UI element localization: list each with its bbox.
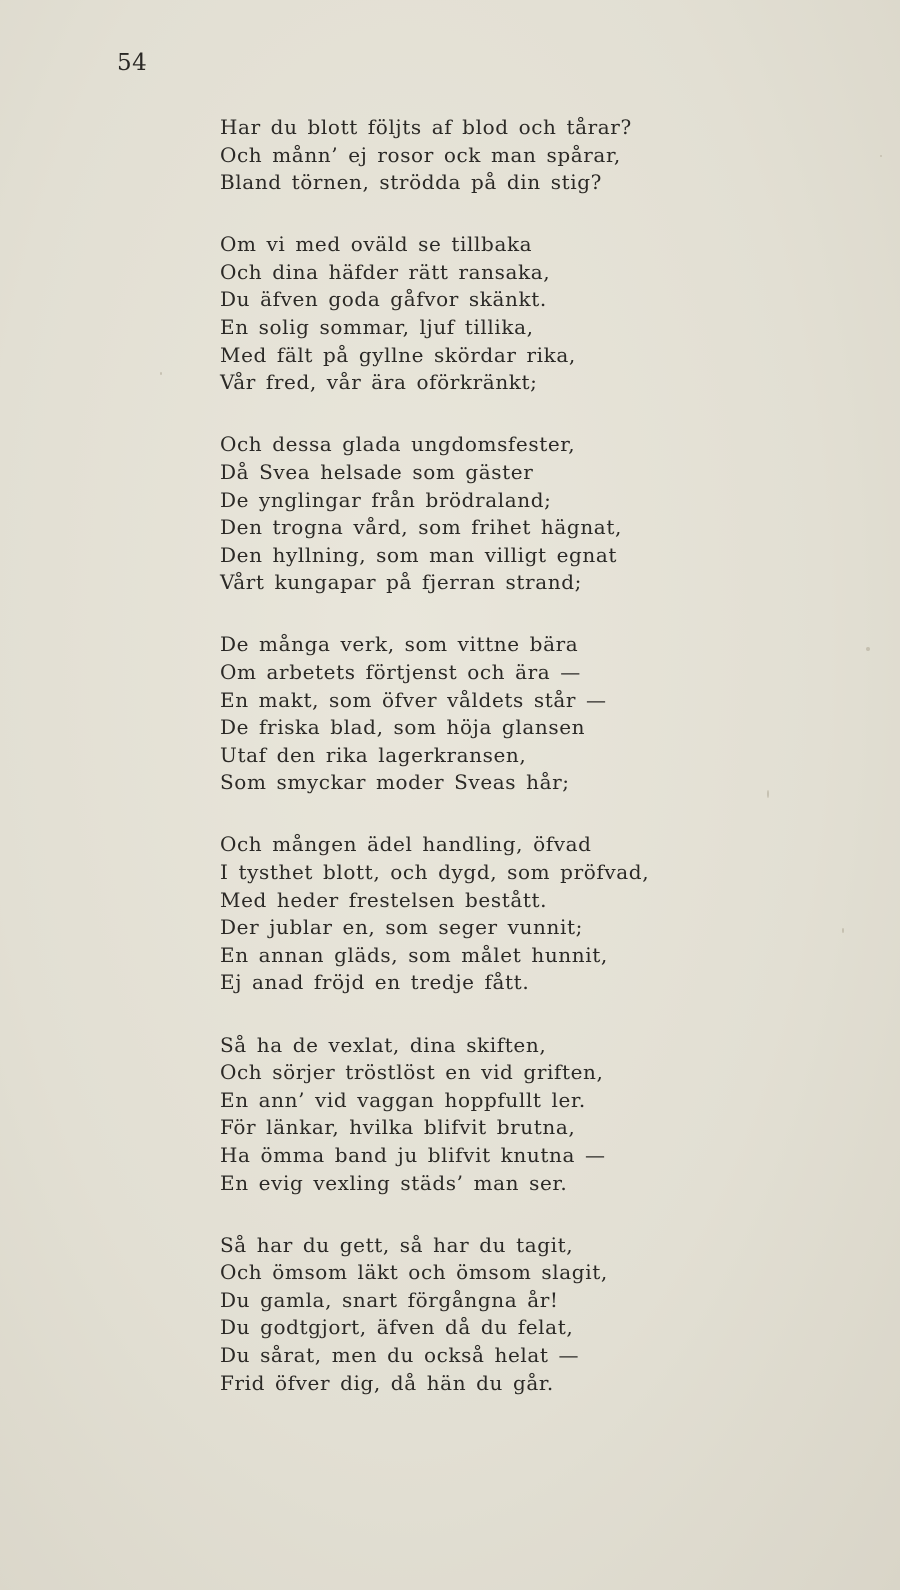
poem-line: En solig sommar, ljuf tillika, — [220, 315, 534, 340]
paper-speck — [866, 647, 870, 651]
paper-speck — [880, 155, 882, 157]
poem-line: Du godtgjort, äfven då du felat, — [220, 1315, 574, 1340]
poem-line: Ha ömma band ju blifvit knutna — — [220, 1142, 606, 1167]
poem-line: Har du blott följts af blod och tårar? — [220, 115, 632, 139]
poem-line: Den hyllning, som man villigt egnat — [220, 542, 618, 567]
poem-line: Och mången ädel handling, öfvad — [220, 832, 592, 857]
poem-line: En makt, som öfver våldets står — — [220, 687, 607, 712]
poem-line: De friska blad, som höja glansen — [220, 715, 586, 740]
poem-line: Vår fred, vår ära oförkränkt; — [220, 370, 538, 395]
poem-line: Och dina häfder rätt ransaka, — [220, 259, 551, 284]
poem — [220, 114, 860, 1432]
poem-line: I tysthet blott, och dygd, som pröfvad, — [220, 860, 650, 885]
stanza-1 — [220, 114, 860, 197]
paper-speck — [767, 790, 769, 798]
poem-line: Frid öfver dig, då hän du går. — [220, 1370, 554, 1395]
poem-line: De ynglingar från brödraland; — [220, 487, 552, 512]
poem-line: Så ha de vexlat, dina skiften, — [220, 1032, 547, 1057]
poem-line: Den trogna vård, som frihet hägnat, — [220, 515, 622, 540]
stanza-6 — [220, 1032, 860, 1198]
poem-line: Bland törnen, strödda på din stig? — [220, 170, 602, 195]
poem-line: För länkar, hvilka blifvit brutna, — [220, 1115, 576, 1140]
poem-line: Der jublar en, som seger vunnit; — [220, 915, 583, 940]
poem-line: En evig vexling städs’ man ser. — [220, 1170, 568, 1195]
poem-line: Utaf den rika lagerkransen, — [220, 742, 527, 767]
poem-line: En ann’ vid vaggan hoppfullt ler. — [220, 1087, 586, 1112]
stanza-3 — [220, 431, 860, 597]
stanza-5 — [220, 831, 860, 997]
poem-line: Och månn’ ej rosor ock man spårar, — [220, 142, 621, 167]
poem-line: Du sårat, men du också helat — — [220, 1342, 580, 1367]
poem-line: Om vi med oväld se tillbaka — [220, 232, 533, 257]
poem-line: Med heder frestelsen bestått. — [220, 887, 548, 912]
stanza-2 — [220, 231, 860, 397]
poem-line: Och sörjer tröstlöst en vid griften, — [220, 1060, 604, 1085]
poem-line: De många verk, som vittne bära — [220, 632, 579, 657]
paper-speck — [842, 928, 844, 933]
poem-line: Och dessa glada ungdomsfester, — [220, 432, 576, 457]
poem-line: Ej anad fröjd en tredje fått. — [220, 970, 530, 995]
stanza-4 — [220, 631, 860, 797]
page-number: 54 — [117, 50, 148, 76]
paper-speck — [160, 372, 162, 375]
poem-line: Vårt kungapar på fjerran strand; — [220, 570, 582, 595]
poem-line: Du gamla, snart förgångna år! — [220, 1287, 559, 1312]
poem-line: En annan gläds, som målet hunnit, — [220, 942, 608, 967]
poem-line: Så har du gett, så har du tagit, — [220, 1232, 574, 1257]
poem-line: Då Svea helsade som gäster — [220, 459, 534, 484]
poem-line: Med fält på gyllne skördar rika, — [220, 342, 576, 367]
poem-line: Och ömsom läkt och ömsom slagit, — [220, 1260, 608, 1285]
poem-line: Om arbetets förtjenst och ära — — [220, 660, 581, 684]
poem-line: Som smyckar moder Sveas hår; — [220, 770, 570, 795]
stanza-7 — [220, 1232, 860, 1398]
poem-line: Du äfven goda gåfvor skänkt. — [220, 287, 547, 312]
